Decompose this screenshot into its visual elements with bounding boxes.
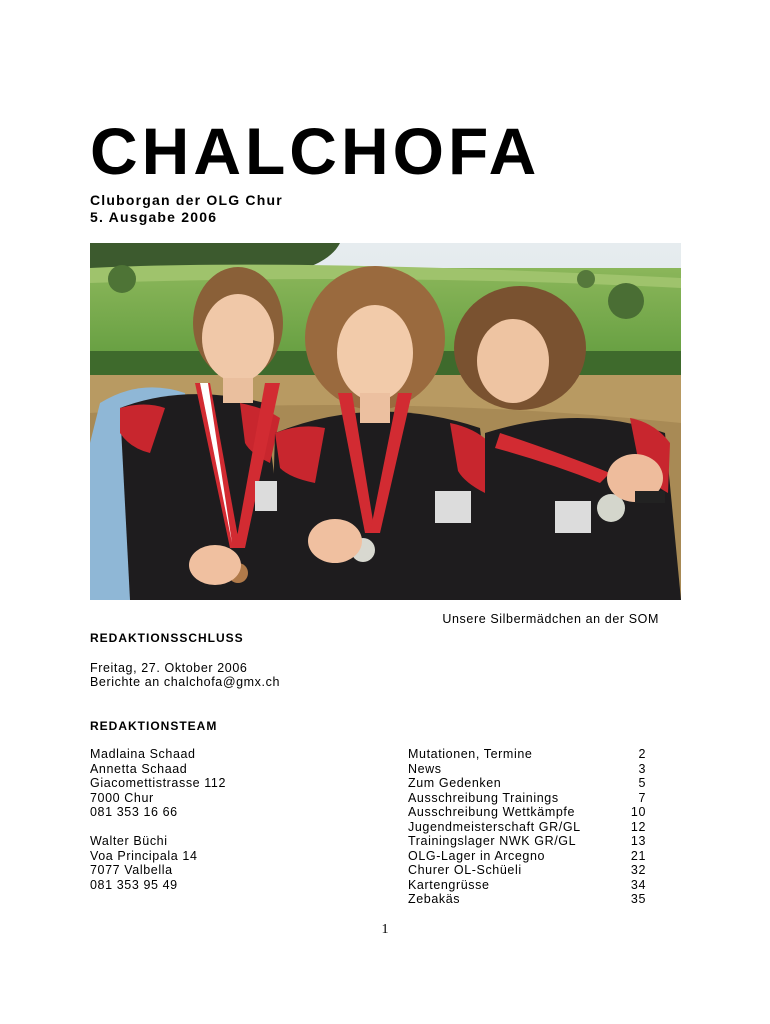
toc-entry <box>408 849 646 864</box>
toc-label: Trainingslager NWK GR/GL <box>408 834 577 848</box>
contact-line: 7077 Valbella <box>90 863 173 877</box>
toc-entry <box>408 878 646 893</box>
page-number: 1 <box>381 922 389 937</box>
page-title: CHALCHOFA <box>90 114 541 188</box>
toc-label: Ausschreibung Trainings <box>408 790 559 805</box>
toc-page: 13 <box>630 834 646 848</box>
contact-line: 081 353 95 49 <box>90 877 178 892</box>
deadline-date: Freitag, 27. Oktober 2006 <box>90 661 248 675</box>
toc-label: News <box>408 761 442 776</box>
toc-entry <box>408 892 646 907</box>
toc-entry <box>408 863 646 878</box>
toc-entry <box>408 747 646 762</box>
redaktionsteam-heading: REDAKTIONSTEAM <box>90 719 218 733</box>
toc-entry <box>408 834 646 849</box>
toc-label: Zebakäs <box>408 892 461 906</box>
toc-entry <box>408 805 646 820</box>
toc-page: 34 <box>630 877 646 892</box>
toc-page: 12 <box>630 819 646 834</box>
editorial-team-contacts <box>90 747 226 892</box>
toc-label: OLG-Lager in Arcegno <box>408 848 546 863</box>
photo-caption: Unsere Silbermädchen an der SOM <box>442 612 659 626</box>
contact-line: Madlaina Schaad <box>90 747 196 761</box>
toc-page: 10 <box>630 805 646 819</box>
contact-line: 081 353 16 66 <box>90 805 178 819</box>
subtitle-edition: 5. Ausgabe 2006 <box>90 209 218 225</box>
toc-label: Mutationen, Termine <box>408 747 533 761</box>
toc-label: Kartengrüsse <box>408 877 490 892</box>
table-of-contents <box>408 747 646 907</box>
toc-page: 7 <box>638 790 646 805</box>
subtitle-club: Cluborgan der OLG Chur <box>90 192 283 208</box>
toc-page: 2 <box>638 747 646 761</box>
toc-entry <box>408 776 646 791</box>
toc-page: 3 <box>638 761 646 776</box>
redaktionsschluss-heading: REDAKTIONSSCHLUSS <box>90 631 244 645</box>
toc-entry <box>408 791 646 806</box>
toc-label: Ausschreibung Wettkämpfe <box>408 805 576 819</box>
contact-line: Voa Principala 14 <box>90 848 198 863</box>
toc-entry <box>408 820 646 835</box>
toc-label: Zum Gedenken <box>408 776 502 790</box>
toc-page: 5 <box>638 776 646 790</box>
toc-label: Jugendmeisterschaft GR/GL <box>408 819 581 834</box>
toc-label: Churer OL-Schüeli <box>408 863 522 877</box>
contact-line: Walter Büchi <box>90 834 168 848</box>
toc-page: 32 <box>630 863 646 877</box>
contact-line: Giacomettistrasse 112 <box>90 776 227 790</box>
toc-page: 35 <box>630 892 646 906</box>
contact-line: 7000 Chur <box>90 790 154 805</box>
toc-page: 21 <box>630 848 646 863</box>
cover-photo <box>90 243 681 600</box>
contact-line: Annetta Schaad <box>90 761 188 776</box>
deadline-email: Berichte an chalchofa@gmx.ch <box>90 675 280 689</box>
toc-entry <box>408 762 646 777</box>
